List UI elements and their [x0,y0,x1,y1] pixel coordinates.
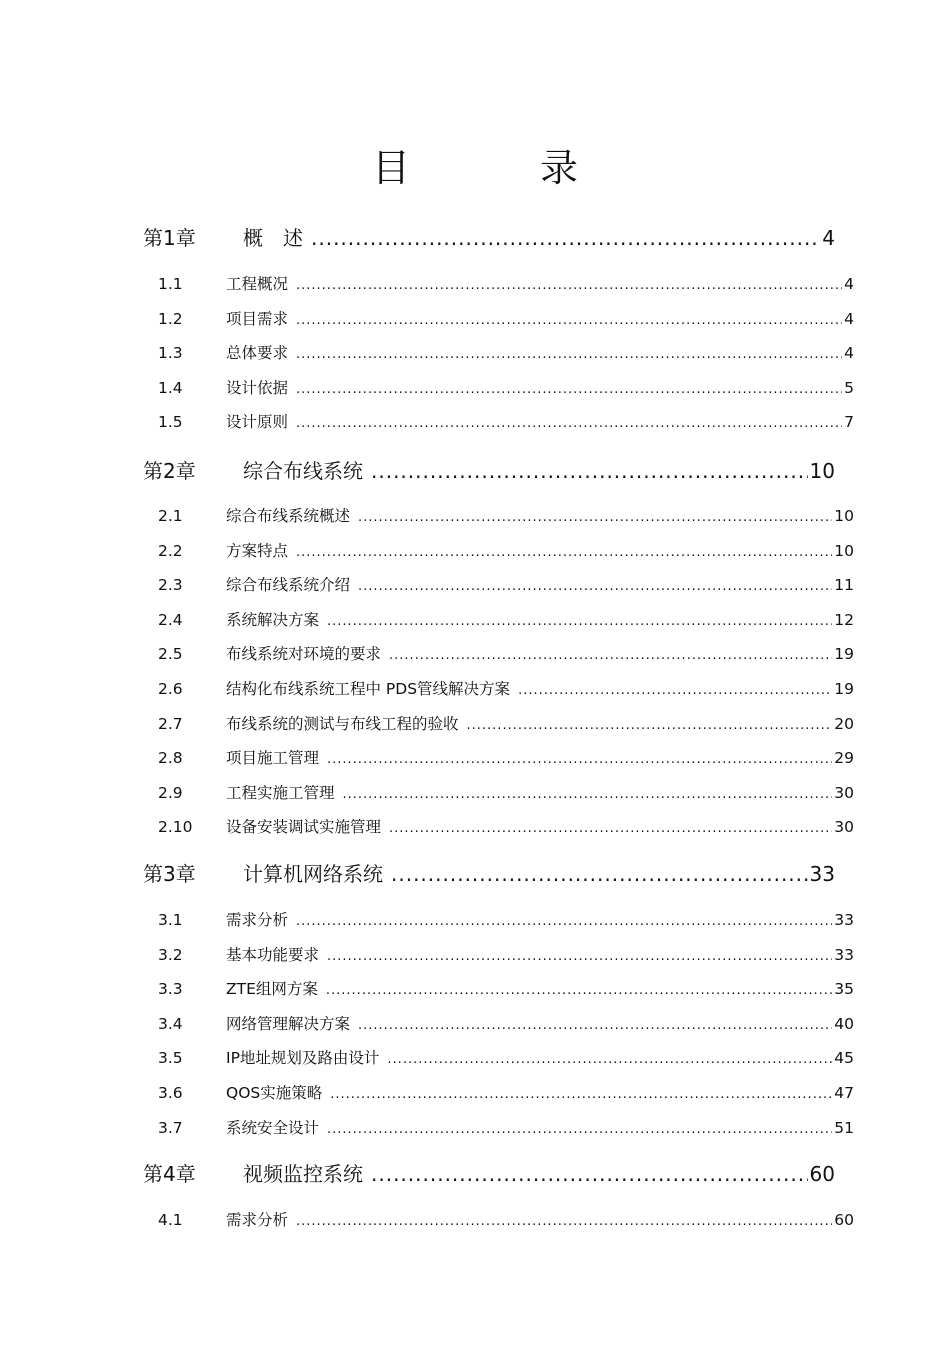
toc-section-entry[interactable] [158,341,854,363]
page-number: 5 [844,378,854,397]
toc-section-entry[interactable] [158,1012,854,1034]
section-title: 网络管理解决方案 [226,1014,351,1033]
section-number: 3.2 [158,945,183,964]
page-number: 10 [809,459,835,483]
dot-leader [330,1087,832,1102]
dot-leader [389,648,832,663]
page-number: 40 [834,1014,854,1033]
chapter-number: 第2章 [143,459,196,483]
dot-leader [327,949,832,964]
section-title: 综合布线系统介绍 [226,576,351,595]
section-number: 2.5 [158,645,183,664]
toc-section-entry[interactable] [158,307,854,329]
dot-leader [343,787,833,802]
dot-leader [296,347,842,362]
section-title: 布线系统对环境的要求 [226,645,382,664]
page-number: 33 [834,945,854,964]
section-number: 1.3 [158,344,183,363]
section-title: 综合布线系统概述 [226,507,351,525]
toc-section-entry[interactable] [158,1116,854,1138]
page-number: 7 [844,413,854,432]
dot-leader [387,1052,832,1067]
section-title: 方案特点 [226,541,289,560]
toc-section-entry[interactable] [158,746,854,768]
section-title: 系统解决方案 [226,610,320,629]
section-title: 工程概况 [226,275,289,293]
chapter-number: 第4章 [143,1162,196,1186]
page-number: 10 [834,541,854,560]
section-number: 2.8 [158,749,183,768]
section-number: 2.1 [158,507,183,525]
page-number: 19 [834,680,854,698]
dot-leader [296,914,832,929]
chapter-title: 视频监控系统 [243,1162,363,1186]
section-number: 3.5 [158,1049,183,1068]
section-title: QOS实施策略 [226,1084,323,1102]
section-number: 3.6 [158,1084,183,1102]
page-number: 60 [809,1162,835,1186]
page-number: 33 [809,862,835,886]
section-title: 设计依据 [226,378,289,397]
toc-section-entry[interactable] [158,642,854,664]
toc-section-entry[interactable] [158,573,854,595]
page-number: 10 [834,507,854,525]
page-number: 30 [834,818,854,837]
dot-leader [358,579,832,594]
toc-section-entry[interactable] [158,504,854,526]
dot-leader [296,416,842,431]
section-title: 工程实施工管理 [226,783,335,802]
section-title: 设备安装调试实施管理 [226,818,382,837]
dot-leader [326,983,832,998]
page-number: 51 [834,1118,854,1137]
section-number: 3.1 [158,911,183,929]
dot-leader [296,278,842,293]
toc-section-entry[interactable] [158,272,854,294]
toc-section-entry[interactable] [158,908,854,930]
page-number: 12 [834,610,854,629]
page-number: 11 [834,576,854,595]
dot-leader [296,1214,832,1229]
section-title: 项目施工管理 [226,749,320,768]
section-title: 需求分析 [226,1211,289,1229]
dot-leader [296,382,842,397]
section-number: 3.7 [158,1118,183,1137]
section-title: 结构化布线系统工程中 PDS管线解决方案 [226,680,511,698]
dot-leader [296,313,842,328]
page-title: 目 录 [371,146,624,190]
section-number: 2.2 [158,541,183,560]
chapter-number: 第1章 [143,226,196,250]
dot-leader [467,718,833,733]
toc-section-entry[interactable] [158,410,854,432]
page-number: 4 [844,344,854,363]
toc-section-entry[interactable] [158,781,854,803]
section-number: 1.2 [158,309,183,328]
page-number: 20 [834,714,854,733]
page-number: 33 [834,911,854,929]
page-number: 35 [834,980,854,999]
section-number: 1.5 [158,413,183,432]
toc-section-entry[interactable] [158,712,854,734]
section-number: 2.6 [158,680,183,698]
toc-section-entry[interactable] [158,677,854,699]
toc-section-entry[interactable] [158,1081,854,1103]
section-number: 2.10 [158,818,193,837]
section-number: 3.4 [158,1014,183,1033]
dot-leader [327,1122,832,1137]
dot-leader [358,510,832,525]
toc-section-entry[interactable] [158,977,854,999]
section-number: 2.9 [158,783,183,802]
toc-chapter-entry[interactable] [143,455,835,483]
chapter-title: 综合布线系统 [243,459,363,483]
section-title: 基本功能要求 [226,945,320,964]
chapter-number: 第3章 [143,862,196,886]
section-title: 项目需求 [226,309,289,328]
section-title: 设计原则 [226,413,289,432]
dot-leader [371,1162,808,1186]
toc-section-entry[interactable] [158,1046,854,1068]
toc-section-entry[interactable] [158,539,854,561]
dot-leader [391,862,808,886]
section-number: 3.3 [158,980,183,999]
dot-leader [296,545,832,560]
page-number: 60 [834,1211,854,1229]
page-number: 45 [834,1049,854,1068]
toc-section-entry[interactable] [158,608,854,630]
toc-chapter-entry[interactable] [143,858,835,886]
section-title: 需求分析 [226,911,289,929]
section-number: 4.1 [158,1211,183,1229]
page-number: 30 [834,783,854,802]
toc-chapter-entry[interactable] [143,1158,835,1186]
page-number: 47 [834,1084,854,1102]
section-title: 总体要求 [226,344,289,363]
toc-section-entry[interactable] [158,815,854,837]
section-title: 布线系统的测试与布线工程的验收 [226,714,459,733]
dot-leader [311,226,820,250]
section-title: IP地址规划及路由设计 [226,1049,380,1068]
dot-leader [358,1018,832,1033]
toc-section-entry[interactable] [158,943,854,965]
section-title: ZTE组网方案 [226,980,318,999]
dot-leader [518,683,832,698]
dot-leader [327,614,832,629]
chapter-title: 计算机网络系统 [243,862,383,886]
dot-leader [389,821,832,836]
dot-leader [371,459,808,483]
toc-section-entry[interactable] [158,1208,854,1230]
section-title: 系统安全设计 [226,1118,320,1137]
section-number: 1.1 [158,275,183,293]
page-number: 19 [834,645,854,664]
dot-leader [327,752,832,767]
section-number: 2.3 [158,576,183,595]
section-number: 2.7 [158,714,183,733]
toc-chapter-entry[interactable] [143,222,835,250]
chapter-title: 概 述 [243,226,303,250]
section-number: 1.4 [158,378,183,397]
page-number: 4 [822,226,835,250]
page-number: 4 [844,275,854,293]
page-number: 29 [834,749,854,768]
page-number: 4 [844,309,854,328]
section-number: 2.4 [158,610,183,629]
toc-section-entry[interactable] [158,376,854,398]
